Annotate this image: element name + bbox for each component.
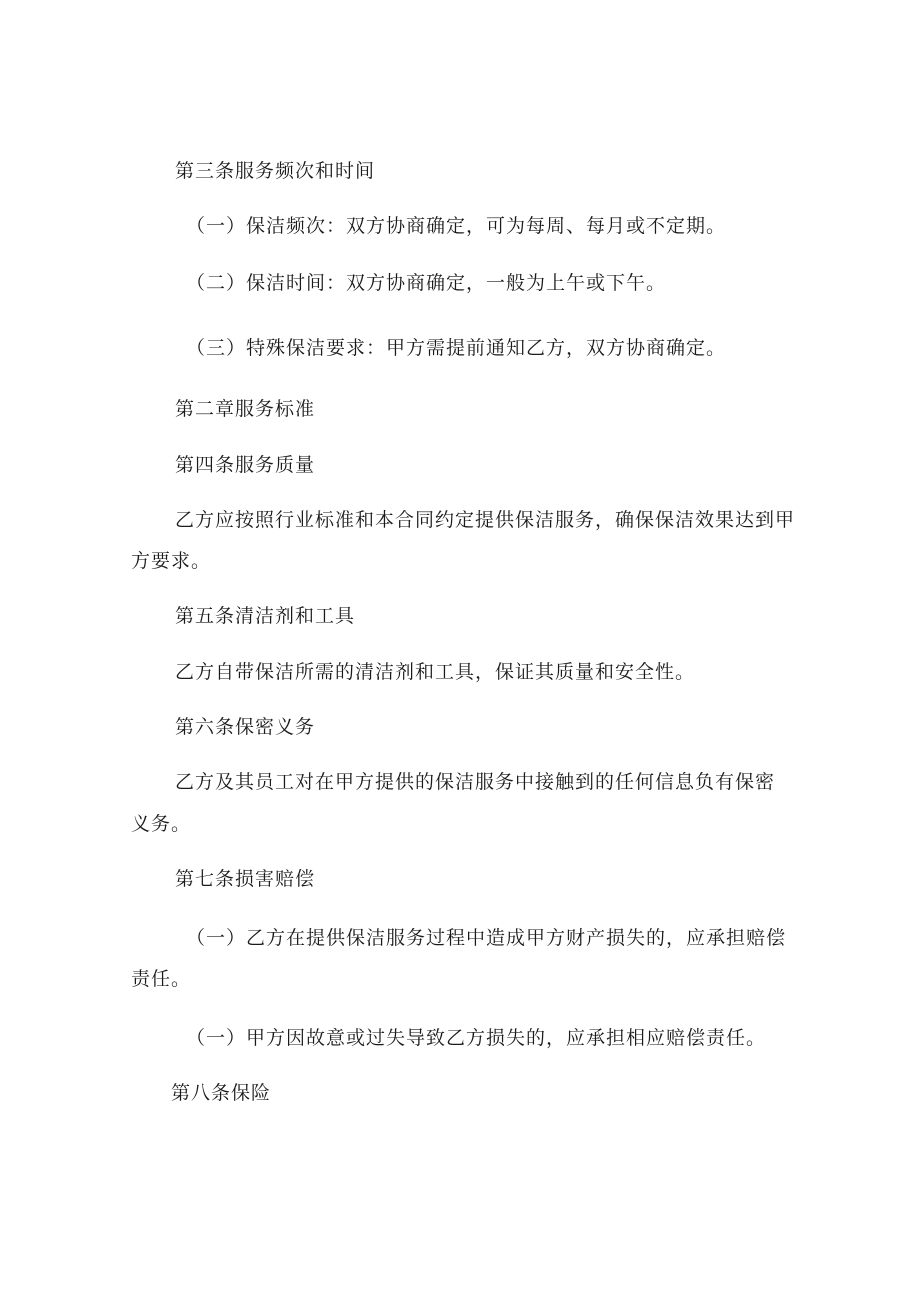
paragraph-line: 方要求。 (131, 550, 212, 572)
clause-item: （二）保洁时间：双方协商确定，一般为上午或下午。 (186, 272, 667, 294)
article-heading: 第四条服务质量 (175, 454, 316, 476)
chapter-heading: 第二章服务标准 (175, 398, 316, 420)
clause-item: （一）乙方在提供保洁服务过程中造成甲方财产损失的，应承担赔偿 (186, 927, 787, 949)
article-heading: 第八条保险 (171, 1082, 272, 1104)
paragraph-line: 乙方自带保洁所需的清洁剂和工具，保证其质量和安全性。 (175, 661, 696, 683)
clause-item: （三）特殊保洁要求：甲方需提前通知乙方，双方协商确定。 (186, 337, 727, 359)
article-heading: 第五条清洁剂和工具 (175, 605, 356, 627)
paragraph-line: 乙方应按照行业标准和本合同约定提供保洁服务，确保保洁效果达到甲 (175, 509, 796, 531)
paragraph-line: 责任。 (131, 968, 192, 990)
article-heading: 第七条损害赔偿 (175, 868, 316, 890)
paragraph-line: 义务。 (131, 813, 192, 835)
paragraph-line: 乙方及其员工对在甲方提供的保洁服务中接触到的任何信息负有保密 (175, 771, 776, 793)
clause-item: （一）甲方因故意或过失导致乙方损失的，应承担相应赔偿责任。 (186, 1027, 767, 1049)
article-heading: 第三条服务频次和时间 (175, 160, 376, 182)
clause-item: （一）保洁频次：双方协商确定，可为每周、每月或不定期。 (186, 215, 727, 237)
article-heading: 第六条保密义务 (175, 716, 316, 738)
